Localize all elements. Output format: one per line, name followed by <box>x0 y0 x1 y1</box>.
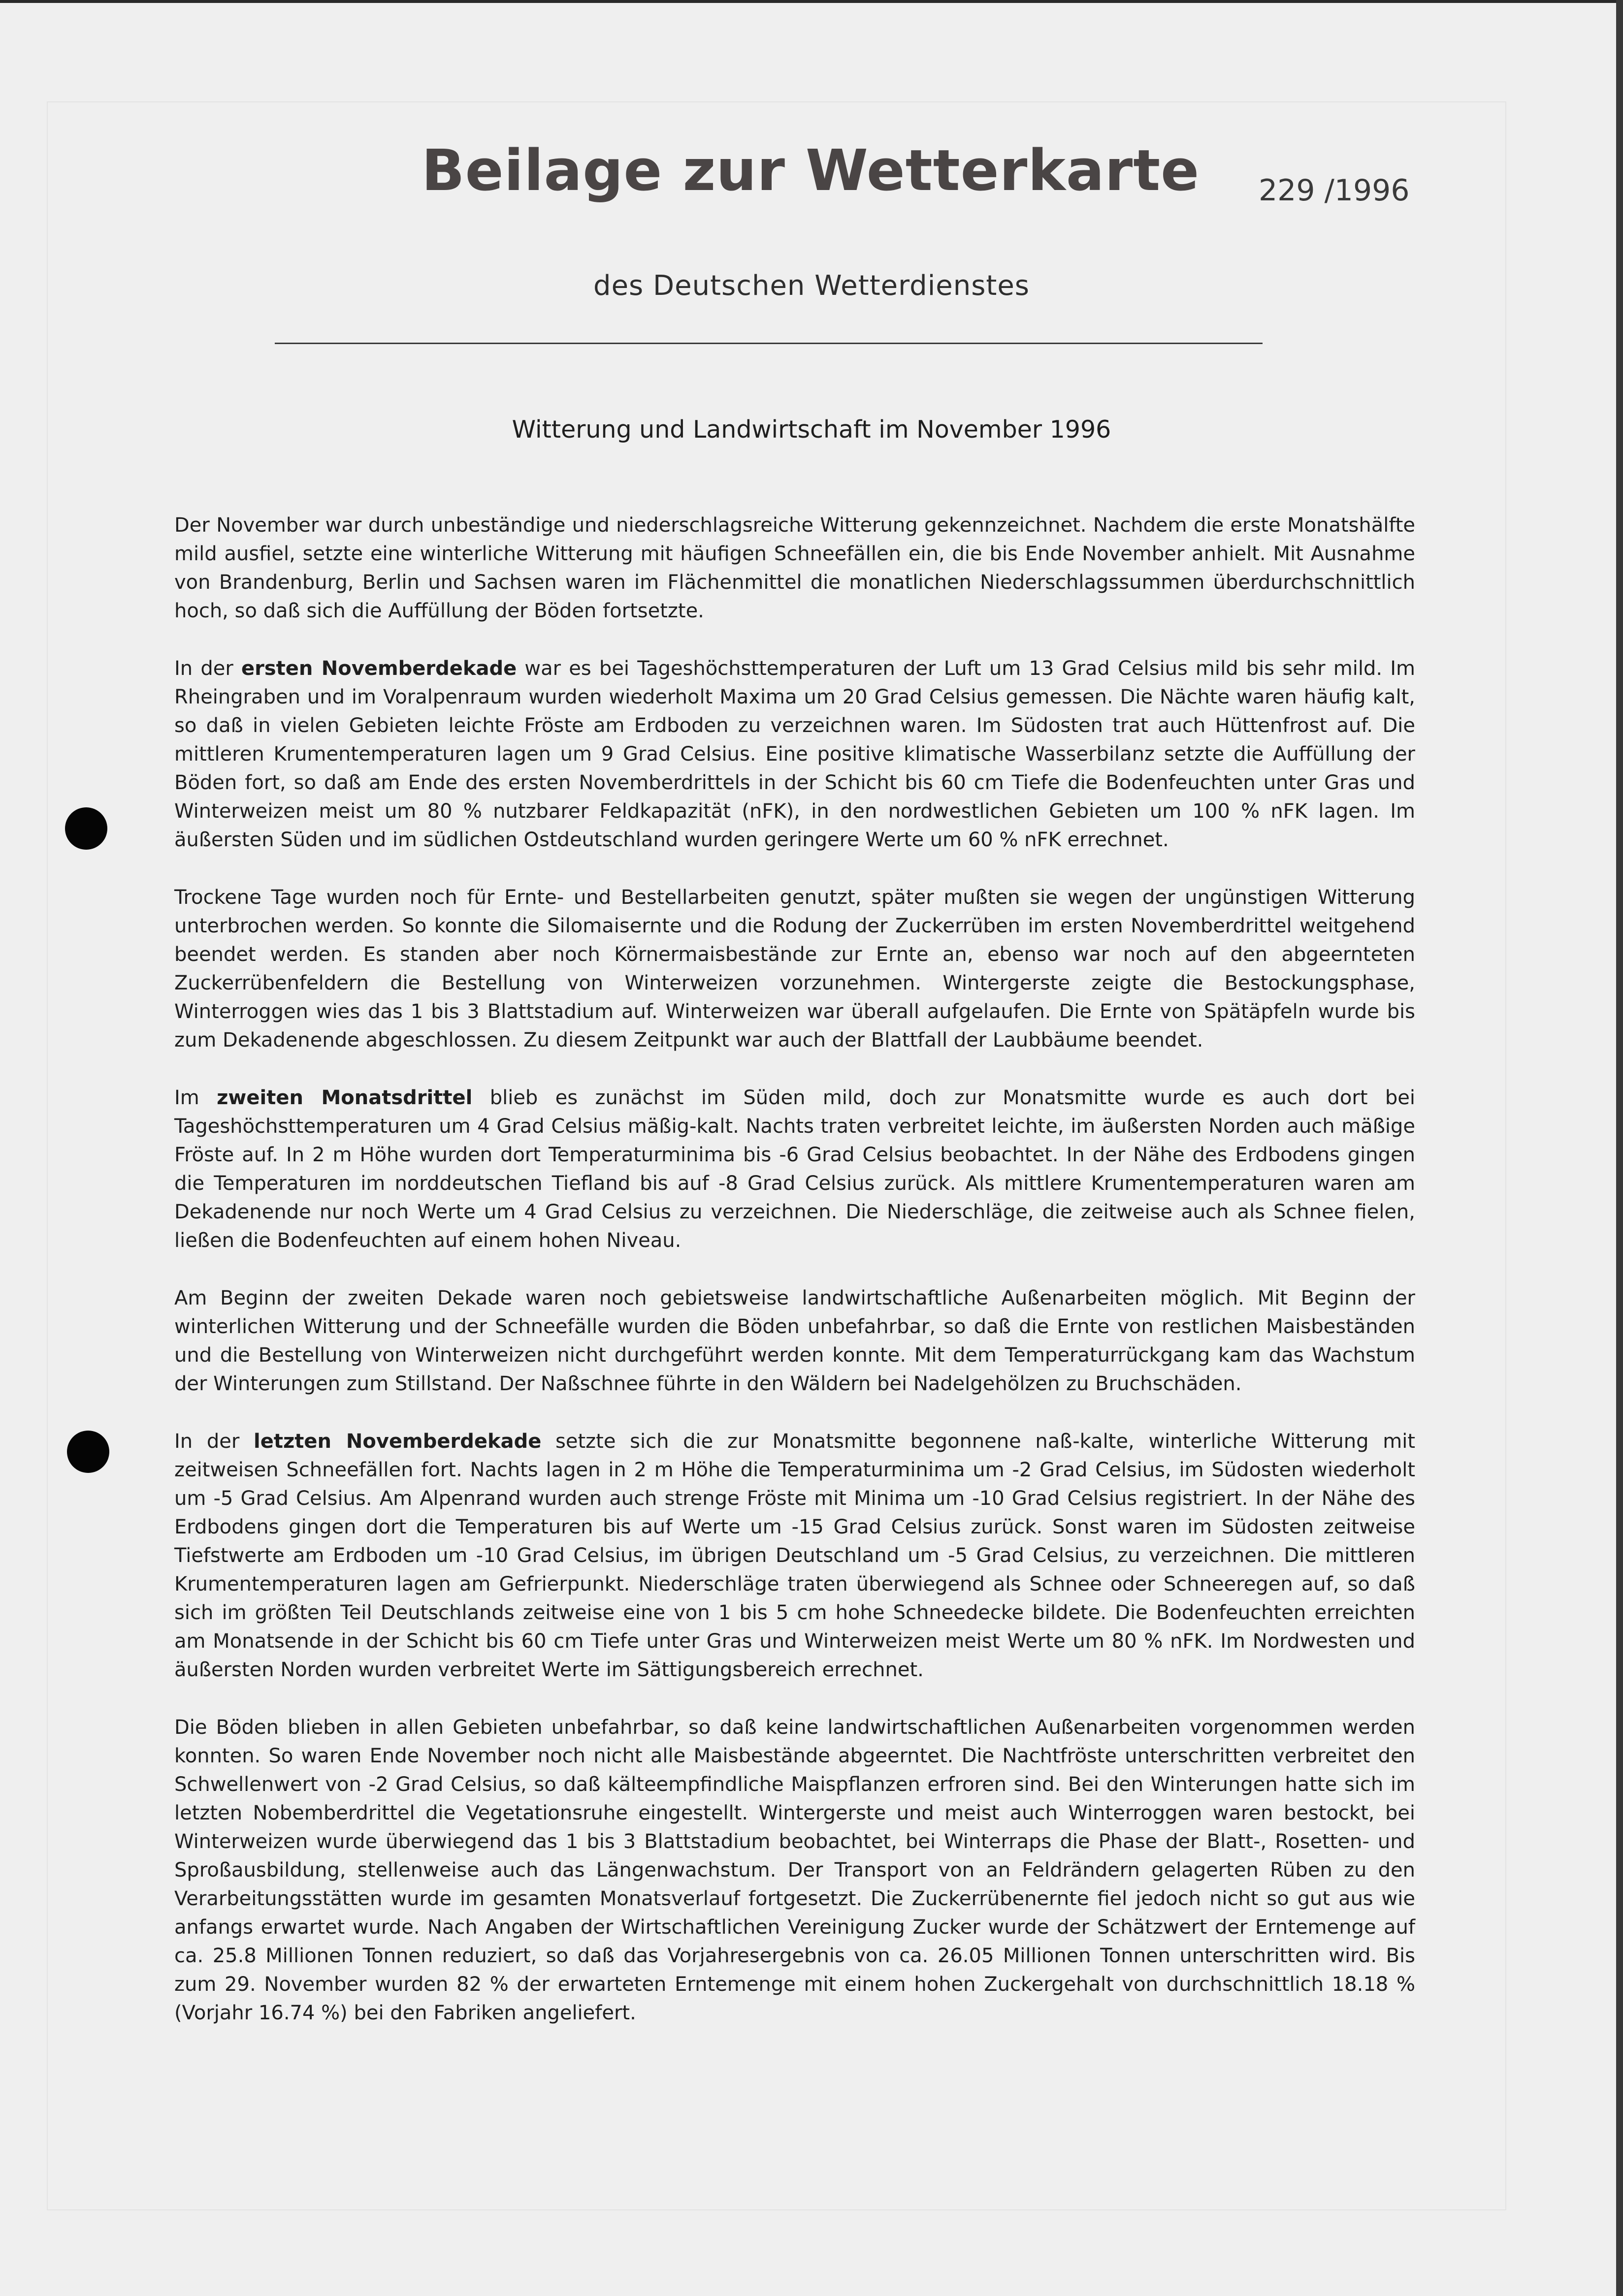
paragraph-2 <box>174 654 1415 854</box>
paragraph-lead: Im <box>174 1086 217 1109</box>
paragraph-text: Der November war durch unbeständige und niederschlagsreiche Witterung gekennzeichnet. Nachdem die erste Monatshälfte mild ausfiel, setzte eine winterliche Witterung mit häufigen Schneefällen ein, die bis Ende November anhielt. Mit Ausnahme von Brandenburg, Berlin und Sachsen waren im Flächenmittel die monatlichen Niederschlagssummen überdurchschnittlich hoch, so daß sich die Auffüllung der Böden fortsetzte. <box>174 514 1415 622</box>
paragraph-text: Die Böden blieben in allen Gebieten unbefahrbar, so daß keine landwirtschaftlichen Außenarbeiten vorgenommen werden konnten. So waren Ende November noch nicht alle Maisbestände abgeerntet. Die Nachtfröste unterschritten verbreitet den Schwellenwert von -2 Grad Celsius, so daß kälteempfindliche Maispflanzen erfroren sind. Bei den Winterungen hatte sich im letzten Nobemberdrittel die Vegetationsruhe eingestellt. Wintergerste und meist auch Winterroggen waren bestockt, bei Winterweizen wurde überwiegend das 1 bis 3 Blattstadium beobachtet, bei Winterraps die Phase der Blatt-, Rosetten- und Sproßausbildung, stellenweise auch das Längenwachstum. Der Transport von an Feldrändern gelagerten Rüben zu den Verarbeitungsstätten wurde im gesamten Monatsverlauf fortgesetzt. Die Zuckerrübenernte fiel jedoch nicht so gut aus wie anfangs erwartet wurde. Nach Angaben der Wirtschaftlichen Vereinigung Zucker wurde der Schätzwert der Erntemenge auf ca. 25.8 Millionen Tonnen reduziert, so daß das Vorjahresergebnis von ca. 26.05 Millionen Tonnen unterschritten wird. Bis zum 29. November wurden 82 % der erwarteten Erntemenge mit einem hohen Zuckergehalt von durchschnittlich 18.18 % (Vorjahr 16.74 %) bei den Fabriken angeliefert. <box>174 1716 1415 2024</box>
paragraph-text: blieb es zunächst im Süden mild, doch zur Monatsmitte wurde es auch dort bei Tageshöchsttemperaturen um 4 Grad Celsius mäßig-kalt. Nachts traten verbreitet leichte, im äußersten Norden auch mäßige Fröste auf. In 2 m Höhe wurden dort Temperaturminima bis -6 Grad Celsius beobachtet. In der Nähe des Erdbodens gingen die Temperaturen im norddeutschen Tiefland bis auf -8 Grad Celsius zurück. Als mittlere Krumentemperaturen waren am Dekadenende nur noch Werte um 4 Grad Celsius zu verzeichnen. Die Niederschläge, die zeitweise auch als Schnee fielen, ließen die Bodenfeuchten auf einem hohen Niveau. <box>174 1086 1415 1252</box>
paragraph-5 <box>174 1284 1415 1398</box>
paragraph-text: Trockene Tage wurden noch für Ernte- und Bestellarbeiten genutzt, später mußten sie wegen der ungünstigen Witterung unterbrochen werden. So konnte die Silomaisernte und die Rodung der Zuckerrüben im ersten Novemberdrittel weitgehend beendet werden. Es standen aber noch Körnermaisbestände zur Ernte an, ebenso war noch auf den abgeernteten Zuckerrübenfeldern die Bestellung von Winterweizen vorzunehmen. Wintergerste zeigte die Bestockungsphase, Winterroggen wies das 1 bis 3 Blattstadium auf. Winterweizen war überall aufgelaufen. Die Ernte von Spätäpfeln wurde bis zum Dekadenende abgeschlossen. Zu diesem Zeitpunkt war auch der Blattfall der Laubbäume beendet. <box>174 886 1415 1052</box>
paragraph-text: war es bei Tageshöchsttemperaturen der Luft um 13 Grad Celsius mild bis sehr mild. Im Rheingraben und im Voralpenraum wurden wiederholt Maxima um 20 Grad Celsius gemessen. Die Nächte waren häufig kalt, so daß in vielen Gebieten leichte Fröste am Erdboden zu verzeichnen waren. Im Südosten trat auch Hüttenfrost auf. Die mittleren Krumentemperaturen lagen um 9 Grad Celsius. Eine positive klimatische Wasserbilanz setzte die Auffüllung der Böden fort, so daß am Ende des ersten Novemberdrittels in der Schicht bis 60 cm Tiefe die Bodenfeuchten unter Gras und Winterweizen meist um 80 % nutzbarer Feldkapazität (nFK), in den nordwestlichen Gebieten um 100 % nFK lagen. Im äußersten Süden und im südlichen Ostdeutschland wurden geringere Werte um 60 % nFK errechnet. <box>174 657 1415 851</box>
paragraph-1 <box>174 511 1415 625</box>
scan-right-edge <box>1616 0 1623 2296</box>
paragraph-emphasis: zweiten Monatsdrittel <box>217 1086 473 1109</box>
section-title: Witterung und Landwirtschaft im November 1996 <box>512 415 1111 444</box>
paragraph-7 <box>174 1713 1415 2027</box>
paragraph-6 <box>174 1427 1415 1684</box>
issue-number: 229 /1996 <box>1259 173 1410 208</box>
header-divider <box>275 343 1263 344</box>
paragraph-3 <box>174 883 1415 1054</box>
paragraph-emphasis: letzten Novemberdekade <box>254 1430 542 1453</box>
paragraph-lead: In der <box>174 1430 254 1453</box>
paragraph-text: Am Beginn der zweiten Dekade waren noch gebietsweise landwirtschaftliche Außenarbeiten möglich. Mit Beginn der winterlichen Witterung und der Schneefälle wurden die Böden unbefahrbar, so daß die Ernte von restlichen Maisbeständen und die Bestellung von Winterweizen nicht durchgeführt werden konnte. Mit dem Temperaturrückgang kam das Wachstum der Winterungen zum Stillstand. Der Naßschnee führte in den Wäldern bei Nadelgehölzen zu Bruchschäden. <box>174 1287 1415 1395</box>
punch-hole-upper <box>65 807 107 850</box>
page-title: Beilage zur Wetterkarte <box>422 138 1200 204</box>
paragraph-emphasis: ersten Novemberdekade <box>241 657 517 680</box>
punch-hole-lower <box>67 1431 109 1473</box>
paragraph-lead: In der <box>174 657 241 680</box>
paragraph-4 <box>174 1084 1415 1255</box>
page-subtitle: des Deutschen Wetterdienstes <box>593 270 1030 302</box>
paragraph-text: setzte sich die zur Monatsmitte begonnene naß-kalte, winterliche Witterung mit zeitweisen Schneefällen fort. Nachts lagen in 2 m Höhe die Temperaturminima um -2 Grad Celsius, im Südosten wiederholt um -5 Grad Celsius. Am Alpenrand wurden auch strenge Fröste mit Minima um -10 Grad Celsius registriert. In der Nähe des Erdbodens gingen dort die Temperaturen bis auf Werte um -15 Grad Celsius zurück. Sonst waren im Südosten zeitweise Tiefstwerte am Erdboden um -10 Grad Celsius, im übrigen Deutschland um -5 Grad Celsius, zu verzeichnen. Die mittleren Krumentemperaturen lagen am Gefrierpunkt. Niederschläge traten überwiegend als Schnee oder Schneeregen auf, so daß sich im größten Teil Deutschlands zeitweise eine von 1 bis 5 cm hohe Schneedecke bildete. Die Bodenfeuchten erreichten am Monatsende in der Schicht bis 60 cm Tiefe unter Gras und Winterweizen meist Werte um 80 % nFK. Im Nordwesten und äußersten Norden wurden verbreitet Werte im Sättigungsbereich errechnet. <box>174 1430 1415 1681</box>
article-body <box>174 511 1415 2056</box>
